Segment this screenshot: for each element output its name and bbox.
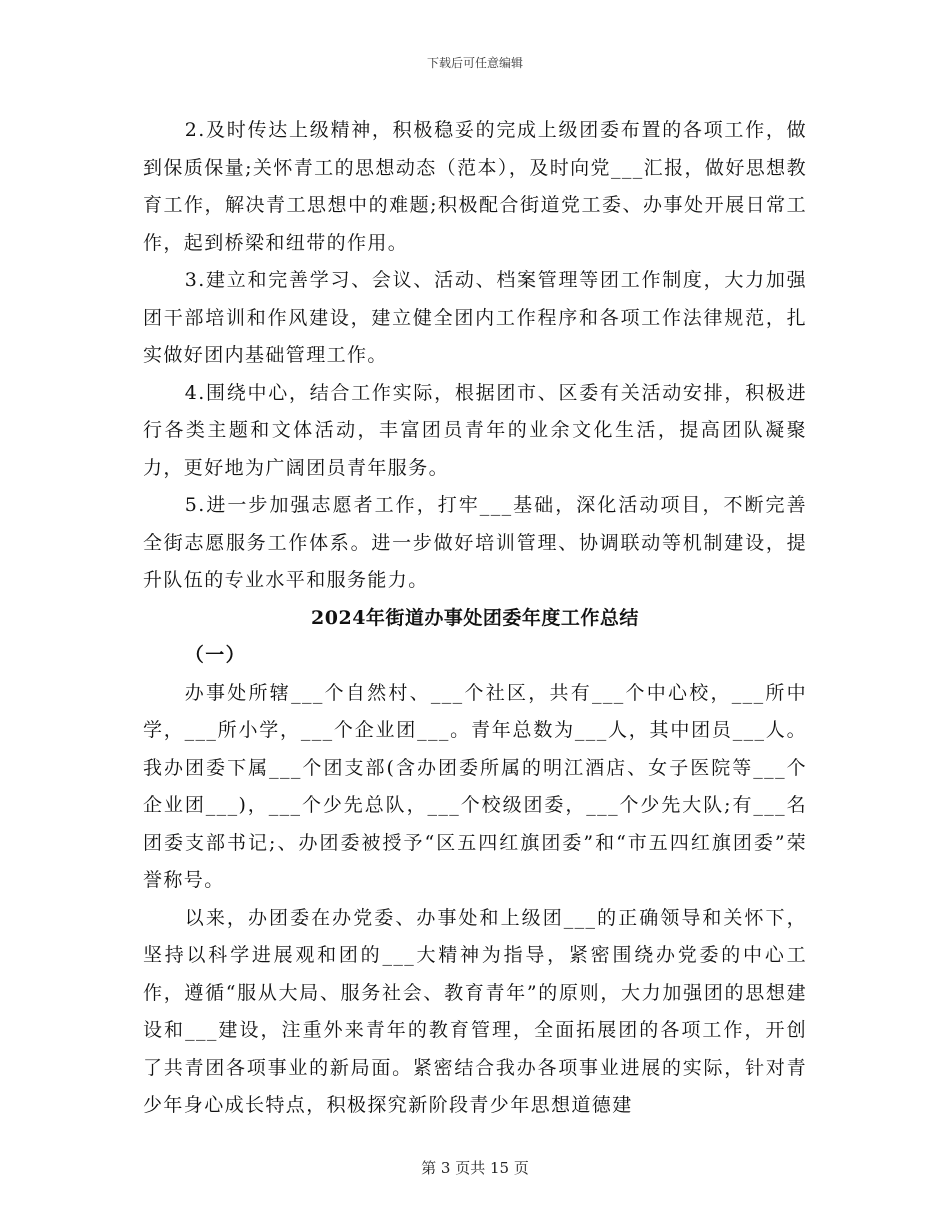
paragraph-item-5: 5.进一步加强志愿者工作，打牢___基础，深化活动项目，不断完善全街志愿服务工作体系。进一步做好培训管理、协调联动等机制建设，提升队伍的专业水平和服务能力。 [143, 494, 807, 591]
document-body [143, 112, 807, 1125]
page-header: 下载后可任意编辑 [426, 56, 523, 70]
paragraph-summary: 以来，办团委在办党委、办事处和上级团___的正确领导和关怀下，坚持以科学进展观和团的___大精神为指导，紧密围绕办党委的中心工作，遵循“服从大局、服务社会、教育青年”的原则，大力加强团的思想建设和___建设，注重外来青年的教育管理，全面拓展团的各项工作，开创了共青团各项事业的新局面。紧密结合我办各项事业进展的实际，针对青少年身心成长特点，积极探究新阶段青少年思想道德建 [143, 906, 807, 1116]
paragraph-item-3: 3.建立和完善学习、会议、活动、档案管理等团工作制度，大力加强团干部培训和作风建设，建立健全团内工作程序和各项工作法律规范，扎实做好团内基础管理工作。 [143, 269, 807, 366]
section-subheading: （一） [184, 644, 246, 666]
section-title: 2024年街道办事处团委年度工作总结 [311, 606, 639, 629]
paragraph-item-2: 2.及时传达上级精神，积极稳妥的完成上级团委布置的各项工作，做到保质保量;关怀青工的思想动态（范本），及时向党___汇报，做好思想教育工作，解决青工思想中的难题;积极配合街道党工委、办事处开展日常工作，起到桥梁和纽带的作用。 [143, 119, 807, 254]
page-footer: 第 3 页共 15 页 [421, 1159, 529, 1177]
paragraph-overview: 办事处所辖___个自然村、___个社区，共有___个中心校，___所中学，___所小学，___个企业团___。青年总数为___人，其中团员___人。我办团委下属___个团支部(含办团委所属的明江酒店、女子医院等___个企业团___)，___个少先总队，___个校级团委，___个少先大队;有___名团委支部书记;、办团委被授予“区五四红旗团委”和“市五四红旗团委”荣誉称号。 [143, 681, 807, 891]
paragraph-item-4: 4.围绕中心，结合工作实际，根据团市、区委有关活动安排，积极进行各类主题和文体活动，丰富团员青年的业余文化生活，提高团队凝聚力，更好地为广阔团员青年服务。 [143, 381, 807, 479]
